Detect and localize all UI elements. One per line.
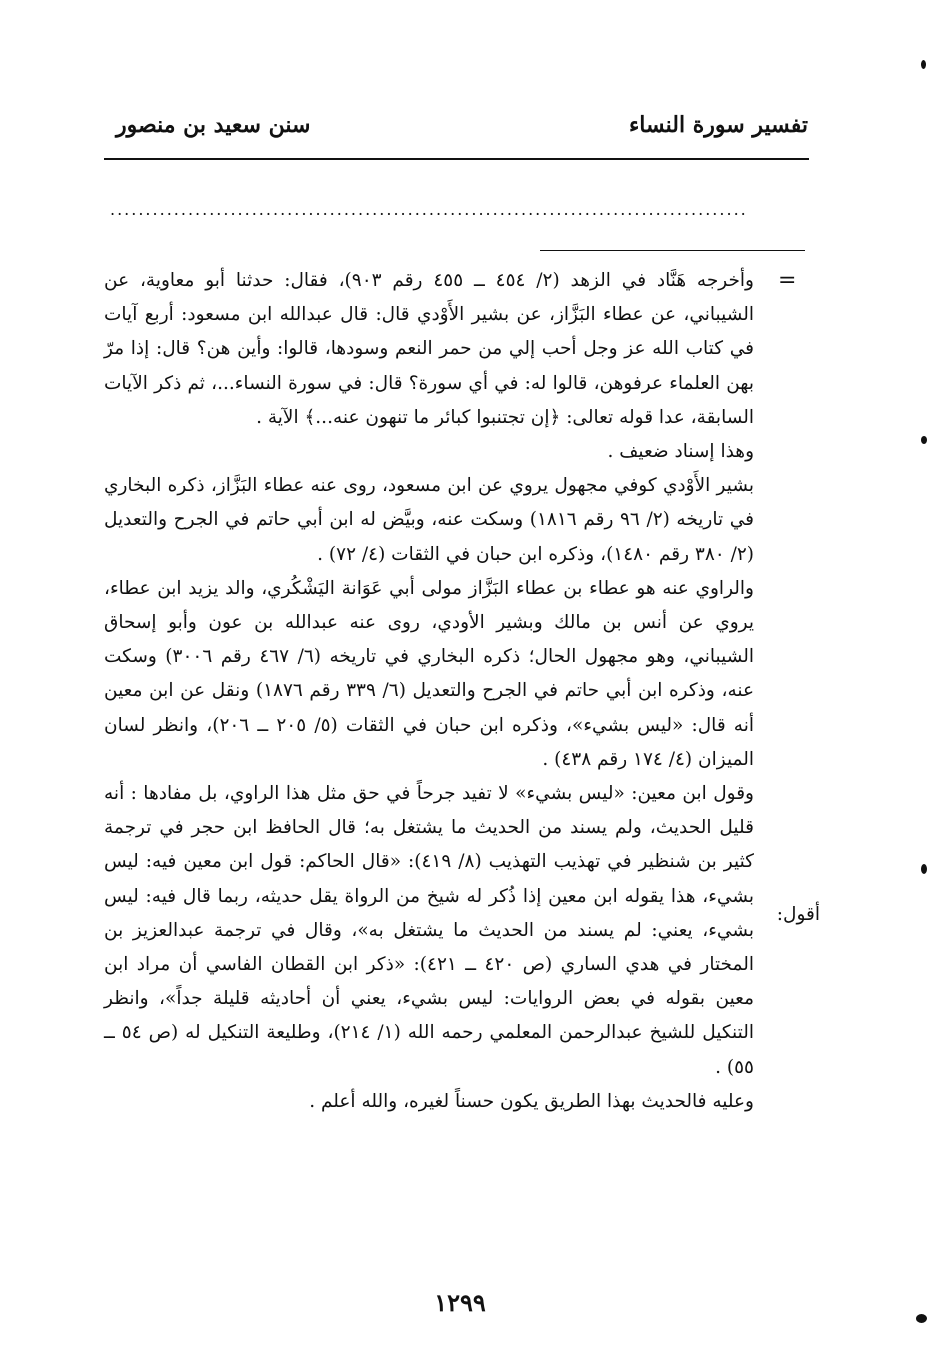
book-title: سنن سعيد بن منصور [116,112,311,138]
paragraph-ata: والراوي عنه هو عطاء بن عطاء البَزَّاز مولى أبي عَوَانة اليَشْكُري، والد يزيد ابن عطاء، يروي عن أنس بن مالك وبشير الأودي، روى عنه عبدالله بن عون وأبو إسحاق الشيباني، وهو مجهول الحال؛ ذكره البخاري في تاريخه (٦/ ٤٦٧ رقم ٣٠٠٦) وسكت عنه، وذكره ابن أبي حاتم في الجرح والتعديل (٦/ ٣٣٩ رقم ١٨٧٦) ونقل عن ابن معين أنه قال: «ليس بشيء»، وذكره ابن حبان في الثقات (٥/ ٢٠٥ ــ ٢٠٦)، وانظر لسان الميزان (٤/ ١٧٤ رقم ٤٣٨) . [104,577,755,770]
continuation-mark: = [778,268,797,293]
margin-mark [921,60,926,69]
footnote-body [104,264,754,1119]
page-number: ١٢٩٩ [434,1288,486,1317]
paragraph-bashir: بشير الأَوْدي كوفي مجهول يروي عن ابن مسعود، روى عنه عطاء البَزَّاز، ذكره البخاري في تاريخه (٢/ ٩٦ رقم ١٨١٦) وسكت عنه، وبيَّض له ابن أبي حاتم في الجرح والتعديل (٢/ ٣٨٠ رقم ١٤٨٠)، وذكره ابن حبان في الثقات (٤/ ٧٢) . [104,475,754,565]
surah-title: تفسير سورة النساء [628,112,808,138]
margin-mark [916,1314,927,1323]
separator-dots: .......................................................................................... [110,200,748,219]
paragraph-conclusion: وعليه فالحديث بهذا الطريق يكون حسناً لغيره، والله أعلم . [309,1090,754,1112]
running-header [108,112,808,148]
margin-mark [921,436,927,444]
margin-mark [921,864,927,874]
paragraph-hannad: وأخرجه هَنَّاد في الزهد (٢/ ٤٥٤ ــ ٤٥٥ رقم ٩٠٣)، فقال: حدثنا أبو معاوية، عن الشيباني، عن عطاء البَزَّاز، عن بشير الأَوْدي قال: قال عبدالله ابن مسعود: أربع آيات في كتاب الله عز وجل أحب إلي من حمر النعم وسودها، قالوا: وأين هن؟ قال: إذا مرّ بهن العلماء عرفوهن، قالوا له: في أي سورة؟ قال: في سورة النساء...، ثم ذكر الآيات السابقة، عدا قوله تعالى: ﴿إن تجتنبوا كبائر ما تنهون عنه...﴾ الآية . [104,270,754,428]
header-rule [104,158,809,160]
paragraph-ibn-main: وقول ابن معين: «ليس بشيء» لا تفيد جرحاً في حق مثل هذا الراوي، بل مفادها : أنه قليل الحديث، ولم يسند من الحديث ما يشتغل به؛ قال الحافظ ابن حجر في ترجمة كثير بن شنظير في تهذيب التهذيب (٨/ ٤١٩): «قال الحاكم: قول ابن معين فيه: ليس بشيء، هذا يقوله ابن معين إذا ذُكر له شيخ من الرواة يقل حديثه، ربما قال فيه: ليس بشيء، يعني: لم يسند من الحديث ما يشتغل به»، وقال في ترجمة عبدالعزيز بن المختار في هدي الساري (ص ٤٢٠ ــ ٤٢١): «ذكر ابن القطان الفاسي أن مراد ابن معين بقوله في بعض الروايات: ليس بشيء، يعني أن أحاديثه قليلة جداً»، وانظر التنكيل للشيخ عبدالرحمن المعلمي رحمه الله (١/ ٢١٤)، وطليعة التنكيل له (ص ٥٤ ــ ٥٥) . [104,783,754,1078]
side-label: أقول: [776,904,820,925]
paragraph-weak-isnad: وهذا إسناد ضعيف . [607,441,754,463]
footnote-rule [540,250,805,251]
